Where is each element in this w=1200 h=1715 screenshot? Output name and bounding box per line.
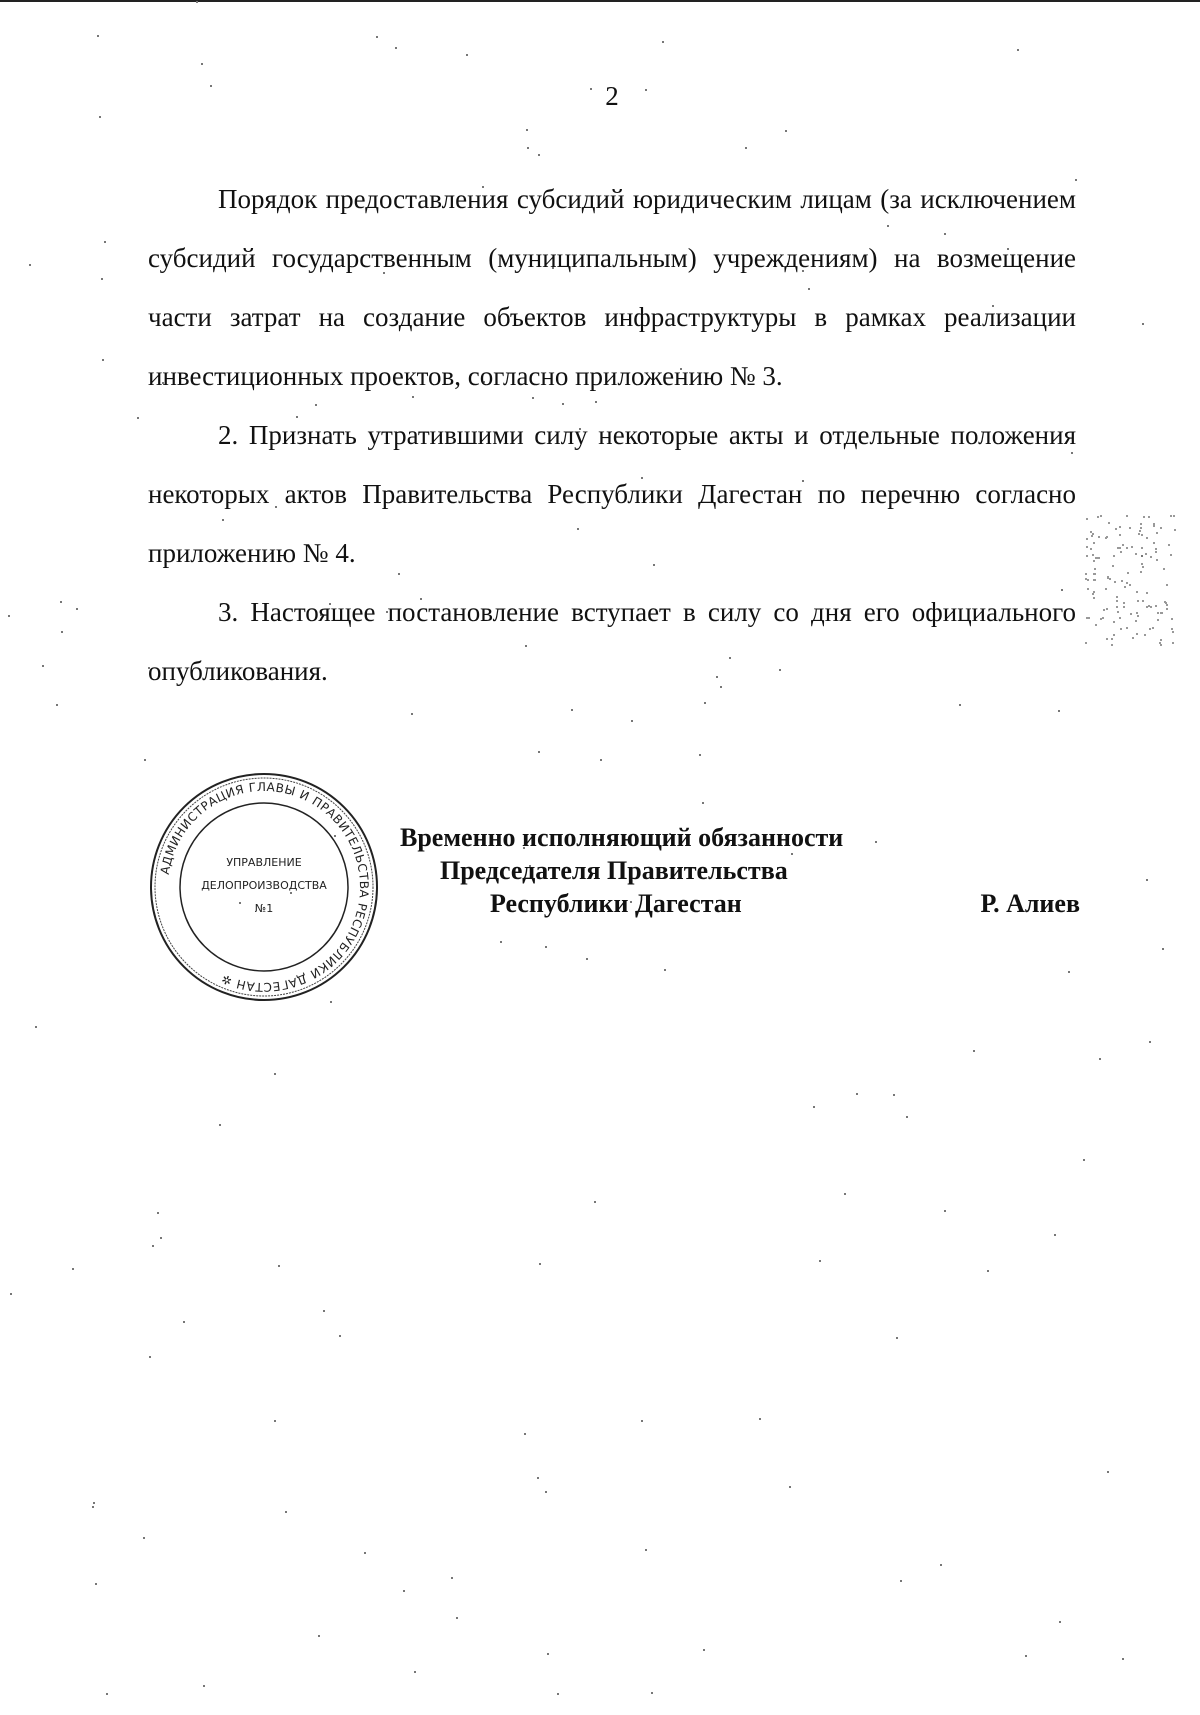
scan-speck bbox=[1156, 559, 1158, 561]
scan-speck bbox=[1146, 879, 1148, 881]
scan-speck bbox=[1160, 527, 1162, 529]
scan-speck bbox=[973, 1050, 975, 1052]
scan-speck bbox=[42, 665, 44, 667]
scan-speck bbox=[539, 1263, 541, 1265]
scan-speck bbox=[1141, 534, 1143, 536]
scan-speck bbox=[102, 359, 104, 361]
scan-speck bbox=[1126, 627, 1128, 629]
scan-speck bbox=[1099, 1058, 1101, 1060]
scan-speck bbox=[1155, 605, 1157, 607]
scan-speck bbox=[1148, 516, 1150, 518]
scan-speck bbox=[1116, 606, 1118, 608]
scan-speck bbox=[1174, 529, 1176, 531]
scan-speck bbox=[819, 1260, 821, 1262]
scan-speck bbox=[318, 1635, 320, 1637]
scan-speck bbox=[1153, 542, 1155, 544]
scan-speck bbox=[1093, 542, 1095, 544]
scan-speck bbox=[1105, 588, 1107, 590]
scan-speck bbox=[1140, 523, 1142, 525]
scan-speck bbox=[1131, 546, 1133, 548]
scan-speck bbox=[1117, 547, 1119, 549]
scan-speck bbox=[1092, 593, 1094, 595]
paragraph-text: 3. Настоящее постановление вступает в силу со дня его официального опубликования. bbox=[148, 597, 1076, 686]
scan-speck bbox=[160, 1237, 162, 1239]
scan-speck bbox=[183, 1321, 185, 1323]
scan-speck bbox=[1126, 515, 1128, 517]
scan-speck bbox=[759, 1418, 761, 1420]
scan-speck bbox=[61, 631, 63, 633]
scan-speck bbox=[1129, 527, 1131, 529]
scan-speck bbox=[1136, 612, 1138, 614]
scan-speck bbox=[56, 704, 58, 706]
scan-speck bbox=[1163, 568, 1165, 570]
scan-speck bbox=[987, 1270, 989, 1272]
scan-speck bbox=[1086, 555, 1088, 557]
scan-speck bbox=[1111, 638, 1113, 640]
scan-speck bbox=[1138, 533, 1140, 535]
scan-speck bbox=[1094, 568, 1096, 570]
scan-speck bbox=[1172, 631, 1174, 633]
scan-speck bbox=[1083, 1159, 1085, 1161]
scan-speck bbox=[537, 1477, 539, 1479]
scan-speck bbox=[1120, 551, 1122, 553]
scan-speck bbox=[1159, 642, 1161, 644]
scan-speck bbox=[1054, 1234, 1056, 1236]
scan-speck bbox=[1171, 618, 1173, 620]
scan-speck bbox=[1146, 592, 1148, 594]
scan-speck bbox=[1098, 557, 1100, 559]
scan-speck bbox=[1135, 620, 1137, 622]
paragraph-item-3 bbox=[148, 583, 1076, 701]
scan-speck bbox=[339, 1335, 341, 1337]
scan-speck bbox=[1149, 628, 1151, 630]
scan-speck bbox=[1120, 628, 1122, 630]
scan-speck bbox=[651, 1692, 653, 1694]
signatory bbox=[400, 821, 1080, 920]
scan-speck bbox=[1172, 642, 1174, 644]
scan-speck bbox=[1086, 538, 1088, 540]
scan-speck bbox=[557, 1693, 559, 1695]
signatory-title-line3: Республики Дагестан bbox=[490, 889, 742, 918]
scan-speck bbox=[1092, 554, 1094, 556]
scan-speck bbox=[285, 1511, 287, 1513]
scan-speck bbox=[1106, 608, 1108, 610]
scan-speck bbox=[1095, 624, 1097, 626]
scan-speck bbox=[456, 1617, 458, 1619]
scan-speck bbox=[1149, 1041, 1151, 1043]
scan-speck bbox=[1145, 553, 1147, 555]
scan-speck bbox=[1140, 571, 1142, 573]
scan-speck bbox=[1139, 530, 1141, 532]
scan-speck bbox=[940, 1564, 942, 1566]
scan-speck bbox=[1122, 1658, 1124, 1660]
scan-speck bbox=[76, 608, 78, 610]
scan-speck bbox=[1059, 1621, 1061, 1623]
scan-speck bbox=[1162, 948, 1164, 950]
scan-speck bbox=[1107, 1471, 1109, 1473]
paragraph-text: 2. Признать утратившими силу некоторые акты и отдельные положения некоторых актов Правительства Республики Дагестан по перечню согласно приложению № 4. bbox=[148, 420, 1076, 568]
scan-speck bbox=[144, 759, 146, 761]
scan-speck bbox=[900, 1580, 902, 1582]
scan-speck bbox=[1113, 634, 1115, 636]
scan-speck bbox=[1096, 557, 1098, 559]
scan-speck bbox=[414, 1671, 416, 1673]
scan-speck bbox=[1126, 582, 1128, 584]
scan-speck bbox=[149, 1356, 151, 1358]
scan-speck bbox=[944, 1210, 946, 1212]
scan-speck bbox=[1124, 586, 1126, 588]
scan-speck bbox=[157, 1212, 159, 1214]
scan-speck bbox=[1127, 572, 1129, 574]
scan-speck bbox=[1164, 601, 1166, 603]
signatory-title-line2: Председателя Правительства bbox=[440, 856, 788, 885]
scan-speck bbox=[844, 1193, 846, 1195]
scan-speck bbox=[1166, 584, 1168, 586]
scan-speck bbox=[219, 1124, 221, 1126]
document-body bbox=[148, 0, 1080, 1011]
scan-speck bbox=[1119, 526, 1121, 528]
scan-speck bbox=[1152, 627, 1154, 629]
signatory-name: Р. Алиев bbox=[980, 889, 1080, 918]
signatory-title-line1: Временно исполняющий обязанности bbox=[400, 823, 844, 852]
scan-speck bbox=[104, 241, 106, 243]
scan-speck bbox=[789, 1486, 791, 1488]
scan-speck bbox=[1100, 515, 1102, 517]
svg-text:№1: №1 bbox=[254, 902, 274, 915]
scan-speck bbox=[1160, 644, 1162, 646]
scan-speck bbox=[1168, 544, 1170, 546]
scan-speck bbox=[451, 1577, 453, 1579]
scan-speck bbox=[92, 1506, 94, 1508]
scan-speck bbox=[364, 1552, 366, 1554]
scan-speck bbox=[1141, 555, 1143, 557]
scan-speck bbox=[1150, 556, 1152, 558]
scan-speck bbox=[1085, 573, 1087, 575]
scan-speck bbox=[856, 1093, 858, 1095]
scan-speck bbox=[1123, 602, 1125, 604]
signatory-row bbox=[400, 887, 1080, 920]
scan-speck bbox=[8, 615, 10, 617]
scan-speck bbox=[403, 1590, 405, 1592]
scan-speck bbox=[72, 1268, 74, 1270]
paragraph-procedure bbox=[148, 170, 1076, 406]
scan-speck bbox=[1170, 554, 1172, 556]
scan-speck bbox=[1119, 617, 1121, 619]
scan-speck bbox=[1143, 516, 1145, 518]
scan-speck bbox=[1117, 611, 1119, 613]
scan-speck bbox=[1088, 617, 1090, 619]
scan-speck bbox=[1103, 609, 1105, 611]
scan-speck bbox=[1142, 323, 1144, 325]
scan-speck bbox=[1126, 547, 1128, 549]
scan-speck bbox=[29, 264, 31, 266]
scan-speck bbox=[1122, 544, 1124, 546]
scan-speck bbox=[1093, 573, 1095, 575]
official-stamp bbox=[148, 771, 380, 1003]
scan-speck bbox=[1171, 628, 1173, 630]
scan-speck bbox=[35, 1026, 37, 1028]
scan-speck bbox=[278, 1265, 280, 1267]
scan-speck bbox=[1144, 634, 1146, 636]
scan-speck bbox=[1123, 606, 1125, 608]
scan-speck bbox=[1140, 527, 1142, 529]
scan-speck bbox=[1085, 642, 1087, 644]
scan-speck bbox=[547, 1653, 549, 1655]
scan-speck bbox=[1109, 578, 1111, 580]
scan-speck bbox=[274, 1420, 276, 1422]
scan-speck bbox=[60, 601, 62, 603]
scan-speck bbox=[1160, 612, 1162, 614]
scan-speck bbox=[1166, 604, 1168, 606]
scan-speck bbox=[1156, 532, 1158, 534]
scan-speck bbox=[906, 1116, 908, 1118]
scan-speck bbox=[1166, 608, 1168, 610]
scan-speck bbox=[641, 1420, 643, 1422]
scan-speck bbox=[1114, 581, 1116, 583]
paragraph-text: Порядок предоставления субсидий юридическим лицам (за исключением субсидий государственным (муниципальным) учреждениям) на возмещение части затрат на создание объектов инфраструктуры в рамках реализации инвестиционных проектов, согласно приложению № 3. bbox=[148, 184, 1076, 391]
scan-speck bbox=[524, 1433, 526, 1435]
scan-speck bbox=[594, 1201, 596, 1203]
scan-speck bbox=[1146, 537, 1148, 539]
scan-speck bbox=[1150, 606, 1152, 608]
scan-speck bbox=[274, 1073, 276, 1075]
scan-speck bbox=[152, 1245, 154, 1247]
scan-speck bbox=[1106, 536, 1108, 538]
scan-speck bbox=[143, 1537, 145, 1539]
svg-text:ДЕЛОПРОИЗВОДСТВА: ДЕЛОПРОИЗВОДСТВА bbox=[201, 879, 327, 892]
scan-speck bbox=[1121, 580, 1123, 582]
scan-speck bbox=[93, 1502, 95, 1504]
scan-speck bbox=[1113, 555, 1115, 557]
paragraph-item-2 bbox=[148, 406, 1076, 583]
scan-speck bbox=[1106, 638, 1108, 640]
scan-speck bbox=[1155, 551, 1157, 553]
scan-speck bbox=[1025, 1655, 1027, 1657]
scan-speck bbox=[1132, 637, 1134, 639]
scan-speck bbox=[893, 1094, 895, 1096]
scan-speck bbox=[1155, 548, 1157, 550]
stamp-ring-text: АДМИНИСТРАЦИЯ ГЛАВЫ И ПРАВИТЕЛЬСТВА РЕСПУБЛИКИ ДАГЕСТАН ✲ bbox=[157, 779, 372, 995]
scan-speck bbox=[1119, 534, 1121, 536]
scan-speck bbox=[1170, 515, 1172, 517]
scan-speck bbox=[1141, 563, 1143, 565]
scan-speck bbox=[10, 1293, 12, 1295]
scan-speck bbox=[1093, 597, 1095, 599]
scan-speck bbox=[1142, 566, 1144, 568]
scan-speck bbox=[1173, 515, 1175, 517]
scan-speck bbox=[1116, 600, 1118, 602]
scan-speck bbox=[1108, 522, 1110, 524]
scan-speck bbox=[1097, 516, 1099, 518]
scan-speck bbox=[1129, 584, 1131, 586]
scan-speck bbox=[1137, 615, 1139, 617]
scan-speck bbox=[1098, 536, 1100, 538]
scan-speck bbox=[137, 417, 139, 419]
scan-speck bbox=[1086, 546, 1088, 548]
scan-speck bbox=[1087, 579, 1089, 581]
signature-block bbox=[148, 771, 1080, 1011]
scan-speck bbox=[813, 1106, 815, 1108]
scan-speck bbox=[106, 1693, 108, 1695]
scan-speck bbox=[1160, 639, 1162, 641]
scan-speck bbox=[896, 1337, 898, 1339]
scan-speck bbox=[1130, 613, 1132, 615]
scan-speck bbox=[1137, 600, 1139, 602]
scan-speck bbox=[203, 1685, 205, 1687]
scan-speck bbox=[1093, 579, 1095, 581]
scan-speck bbox=[1157, 619, 1159, 621]
scan-speck bbox=[1157, 612, 1159, 614]
scan-speck bbox=[1119, 547, 1121, 549]
scan-speck bbox=[645, 1549, 647, 1551]
svg-text:УПРАВЛЕНИЕ: УПРАВЛЕНИЕ bbox=[226, 856, 302, 869]
scan-speck bbox=[545, 1491, 547, 1493]
scan-speck bbox=[1136, 591, 1138, 593]
scan-speck bbox=[1107, 577, 1109, 579]
scan-speck bbox=[1115, 528, 1117, 530]
scan-speck bbox=[97, 35, 99, 37]
scan-speck bbox=[1142, 600, 1144, 602]
scan-speck bbox=[1090, 531, 1092, 533]
scan-speck bbox=[1090, 548, 1092, 550]
scan-speck bbox=[101, 278, 103, 280]
scan-speck bbox=[323, 1310, 325, 1312]
scan-speck bbox=[1093, 560, 1095, 562]
scan-speck bbox=[1113, 621, 1115, 623]
scan-speck bbox=[95, 1583, 97, 1585]
scan-speck bbox=[1102, 617, 1104, 619]
scan-speck bbox=[1141, 547, 1143, 549]
scan-speck bbox=[703, 1649, 705, 1651]
scan-speck bbox=[99, 116, 101, 118]
scan-speck bbox=[1111, 644, 1113, 646]
scan-speck bbox=[1087, 588, 1089, 590]
scan-speck bbox=[1136, 633, 1138, 635]
scan-speck bbox=[1135, 553, 1137, 555]
scan-speck bbox=[1086, 518, 1088, 520]
scan-speck bbox=[1112, 565, 1114, 567]
scan-speck bbox=[1116, 596, 1118, 598]
scan-speck bbox=[1153, 525, 1155, 527]
scan-speck bbox=[1091, 535, 1093, 537]
page-number: 2 bbox=[605, 81, 619, 111]
